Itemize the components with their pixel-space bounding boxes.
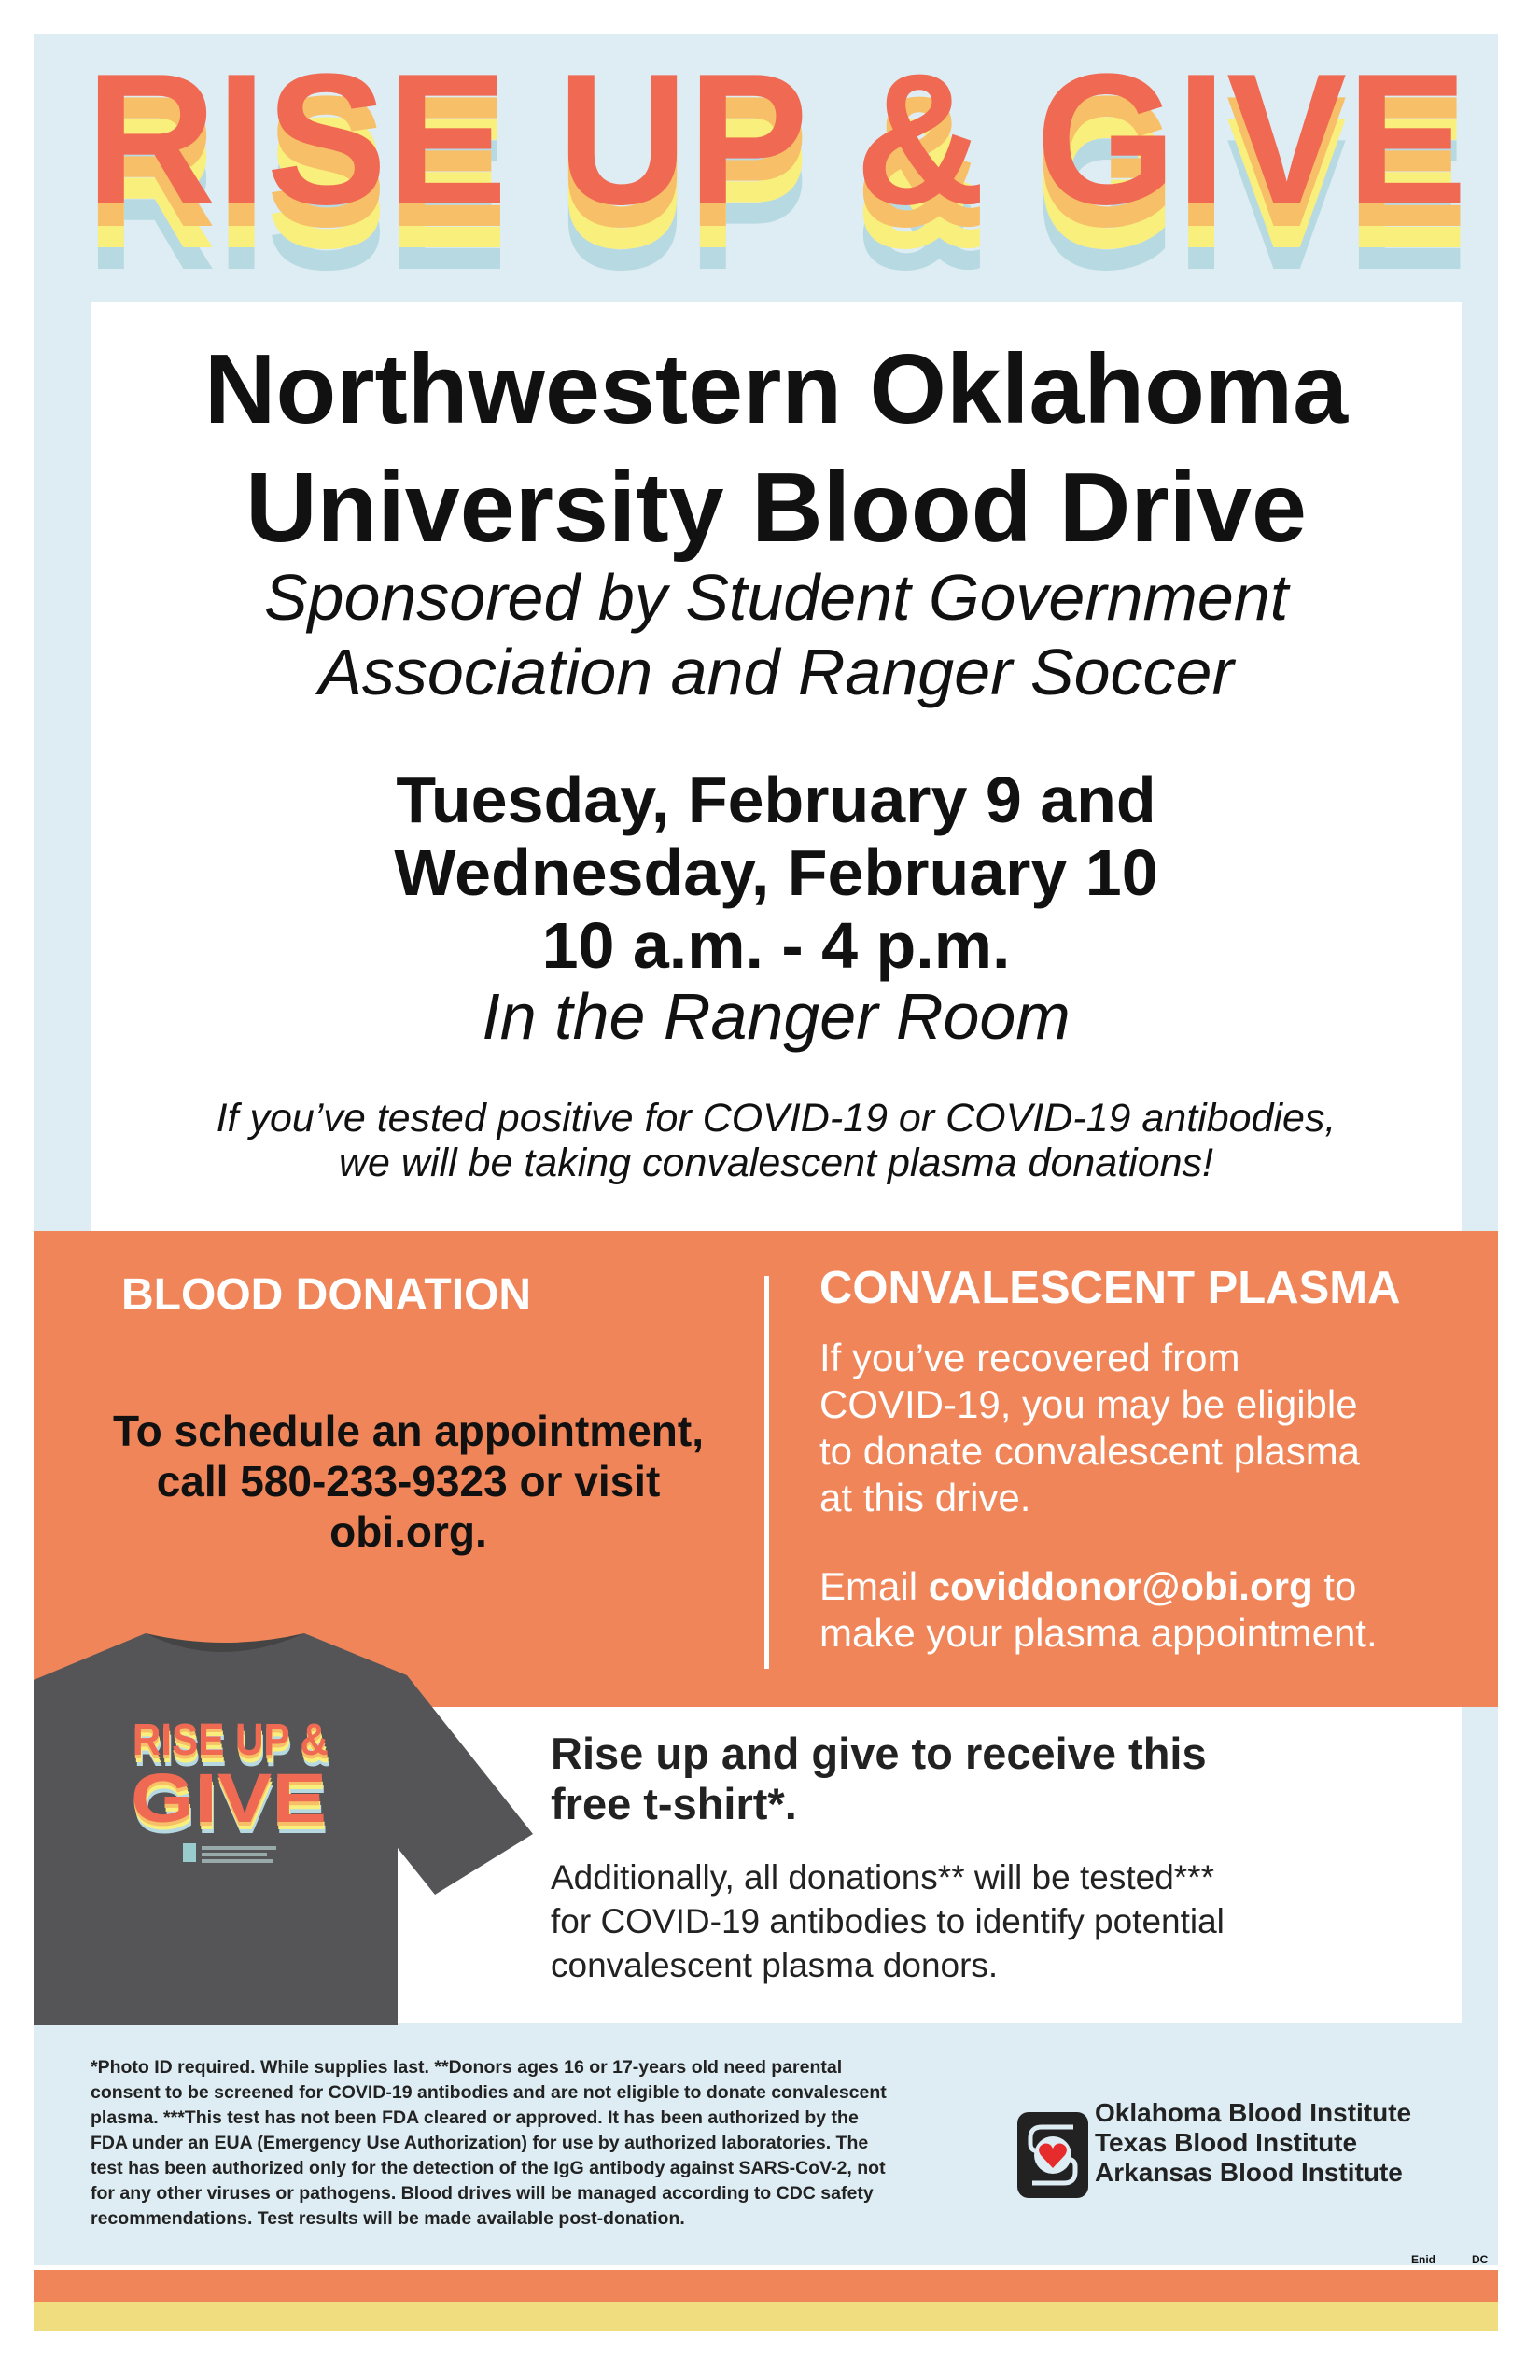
schedule-line-3: obi.org.: [329, 1507, 487, 1556]
plasma-line-4: at this drive.: [819, 1476, 1031, 1519]
time-range: 10 a.m. - 4 p.m.: [541, 909, 1011, 982]
blood-donation-heading: BLOOD DONATION: [121, 1270, 532, 1320]
headline-text: RISE UP & GIVE: [86, 35, 1467, 244]
bottom-stripe-orange: [34, 2270, 1498, 2302]
footnote-line: FDA under an EUA (Emergency Use Authorization) for use by authorized laboratories. The: [91, 2133, 869, 2153]
covid-note-line-1: If you’ve tested positive for COVID-19 or COVID-19 antibodies,: [216, 1096, 1337, 1141]
sponsor-line-1: Sponsored by Student Government: [263, 561, 1289, 634]
plasma-line-3: to donate convalescent plasma: [819, 1429, 1361, 1473]
covid-note-line-2: we will be taking convalescent plasma donations!: [339, 1141, 1213, 1185]
rise-up-give-headline: [34, 34, 1498, 304]
schedule-appointment-text: [65, 1406, 751, 1557]
location: In the Ranger Room: [482, 980, 1071, 1053]
tshirt-print-line-1: RISE UP &: [133, 1715, 329, 1765]
obi-logo-icon: [1017, 2112, 1088, 2198]
footnote-line: recommendations. Test results will be made available post-donation.: [91, 2208, 685, 2229]
schedule-line-2: call 580-233-9323 or visit: [156, 1457, 661, 1505]
type-code: DC: [1472, 2253, 1489, 2266]
footnote-line: plasma. ***This test has not been FDA cleared or approved. It has been authorized by the: [91, 2107, 859, 2128]
tshirt-heading-line-1: Rise up and give to receive this: [551, 1729, 1207, 1778]
plasma-line-1: If you’ve recovered from: [819, 1336, 1240, 1379]
convalescent-plasma-heading: CONVALESCENT PLASMA: [819, 1263, 1401, 1313]
footnote-line: *Photo ID required. While supplies last. **Donors ages 16 or 17-years old need parental: [91, 2057, 843, 2078]
event-title-line-2: University Blood Drive: [245, 453, 1307, 563]
footnote-line: test has been authorized only for the detection of the IgG antibody against SARS-CoV-2, not: [91, 2158, 886, 2178]
plasma-eligibility-text: [819, 1335, 1360, 1521]
tshirt-body-line-3: convalescent plasma donors.: [551, 1946, 999, 1984]
location-code: Enid: [1411, 2253, 1435, 2266]
plasma-email-text: [819, 1563, 1378, 1657]
column-divider: [764, 1276, 769, 1669]
tshirt-body: [551, 1855, 1225, 1987]
email-prefix: Email: [819, 1564, 929, 1608]
tshirt-heading: [551, 1729, 1207, 1829]
logo-line-arkansas: Arkansas Blood Institute: [1095, 2158, 1403, 2187]
plasma-line-2: COVID-19, you may be eligible: [819, 1382, 1358, 1426]
footnotes: [91, 2055, 949, 2232]
schedule-line-1: To schedule an appointment,: [113, 1407, 704, 1455]
plasma-email-link[interactable]: coviddonor@obi.org: [928, 1564, 1313, 1608]
email-suffix: to: [1312, 1564, 1357, 1608]
event-title-line-1: Northwestern Oklahoma: [203, 334, 1349, 444]
sponsor-line-2: Association and Ranger Soccer: [318, 636, 1234, 708]
tshirt-body-line-2: for COVID-19 antibodies to identify potential: [551, 1902, 1225, 1940]
logo-line-oklahoma: Oklahoma Blood Institute: [1095, 2098, 1412, 2127]
bottom-stripe-yellow: [34, 2302, 1498, 2331]
email-line-2: make your plasma appointment.: [819, 1611, 1378, 1655]
footnote-line: consent to be screened for COVID-19 antibodies and are not eligible to donate convalescent: [91, 2082, 887, 2103]
tshirt-image: [34, 1624, 538, 2025]
logo-line-texas: Texas Blood Institute: [1095, 2128, 1358, 2157]
obi-logo-text: [1095, 2098, 1411, 2188]
tshirt-print-line-2: GIVE: [131, 1759, 327, 1837]
date-line-1: Tuesday, February 9 and: [396, 763, 1156, 836]
tshirt-heading-line-2: free t-shirt*.: [551, 1779, 797, 1828]
tshirt-body-line-1: Additionally, all donations** will be tested***: [551, 1858, 1214, 1897]
footnote-line: for any other viruses or pathogens. Blood drives will be managed according to CDC safety: [91, 2183, 874, 2204]
date-line-2: Wednesday, February 10: [394, 836, 1158, 909]
